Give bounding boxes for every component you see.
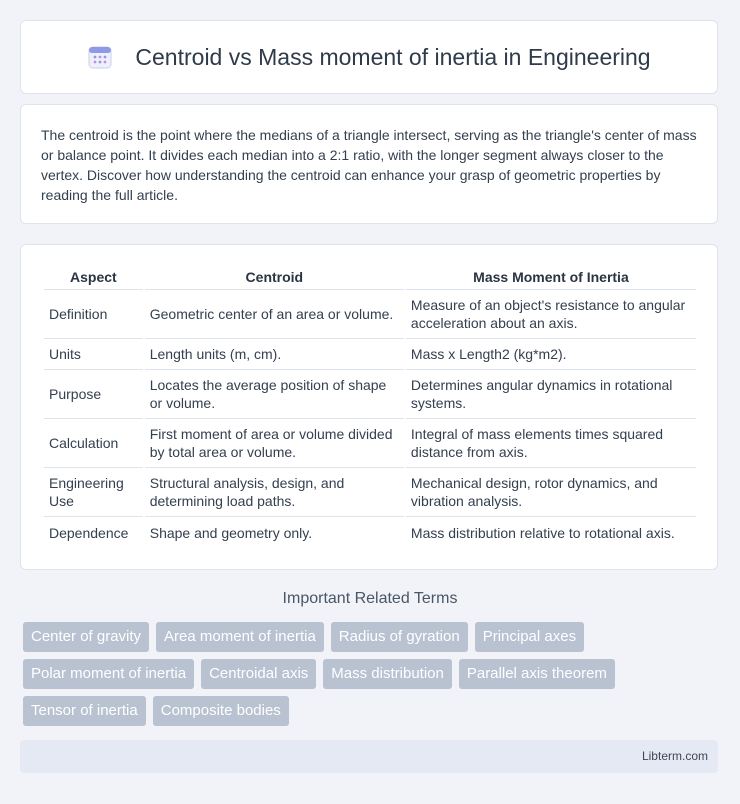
table-row xyxy=(44,339,696,370)
intro-text: The centroid is the point where the medians of a triangle intersect, serving as the triangle's center of mass or balance point. It divides each median into a 2:1 ratio, with the longer segment always closer to the vertex. Discover how understanding the centroid can enhance your grasp of geometric properties by reading the full article. xyxy=(41,127,697,203)
table-cell: Measure of an object's resistance to angular acceleration about an axis. xyxy=(406,290,696,339)
related-term-tag[interactable]: Radius of gyration xyxy=(331,622,468,652)
related-term-tag[interactable]: Center of gravity xyxy=(23,622,149,652)
footer-site-link[interactable]: Libterm.com xyxy=(641,749,708,763)
related-terms-list xyxy=(23,622,723,726)
table-cell: Mass distribution relative to rotational axis. xyxy=(410,524,675,541)
table-cell: Dependence xyxy=(49,524,129,541)
table-row xyxy=(44,370,696,419)
table-cell: Integral of mass elements times squared distance from axis. xyxy=(406,419,696,468)
comparison-table xyxy=(42,265,698,548)
table-cell: Units xyxy=(44,339,143,370)
related-term-tag[interactable]: Parallel axis theorem xyxy=(459,659,615,689)
table-cell: First moment of area or volume divided by total area or volume. xyxy=(145,419,404,468)
table-cell: Locates the average position of shape or volume. xyxy=(145,370,404,419)
related-term-tag[interactable]: Mass distribution xyxy=(323,659,452,689)
related-terms-title: Important Related Terms xyxy=(282,590,458,607)
table-cell: Structural analysis, design, and determining load paths. xyxy=(145,468,404,517)
table-cell: Length units (m, cm). xyxy=(145,339,404,370)
related-term-tag[interactable]: Composite bodies xyxy=(153,696,289,726)
table-row xyxy=(44,517,696,548)
related-term-tag[interactable]: Area moment of inertia xyxy=(156,622,324,652)
footer xyxy=(20,740,718,773)
related-term-tag[interactable]: Tensor of inertia xyxy=(23,696,146,726)
table-cell: Geometric center of an area or volume. xyxy=(145,290,404,339)
table-header-row xyxy=(44,265,696,290)
table-cell: Engineering Use xyxy=(44,468,143,517)
table-cell: Mechanical design, rotor dynamics, and vibration analysis. xyxy=(406,468,696,517)
table-cell: Purpose xyxy=(44,370,143,419)
related-term-tag[interactable]: Centroidal axis xyxy=(201,659,316,689)
intro-card xyxy=(20,104,718,224)
table-cell: Determines angular dynamics in rotational systems. xyxy=(406,370,696,419)
table-cell: Mass x Length2 (kg*m2). xyxy=(406,339,696,370)
table-row xyxy=(44,468,696,517)
table-cell: Shape and geometry only. xyxy=(149,524,313,541)
related-term-tag[interactable]: Polar moment of inertia xyxy=(23,659,194,689)
title-card xyxy=(20,20,718,94)
table-cell: Definition xyxy=(44,290,143,339)
table-cell: Calculation xyxy=(44,419,143,468)
header-centroid: Centroid xyxy=(145,265,404,290)
page-title: Centroid vs Mass moment of inertia in Engineering xyxy=(135,43,651,70)
header-aspect: Aspect xyxy=(44,265,143,290)
calendar-icon xyxy=(87,44,113,70)
table-row xyxy=(44,290,696,339)
header-mass-moment: Mass Moment of Inertia xyxy=(406,265,696,290)
comparison-table-card xyxy=(20,244,718,570)
table-row xyxy=(44,419,696,468)
related-term-tag[interactable]: Principal axes xyxy=(475,622,584,652)
